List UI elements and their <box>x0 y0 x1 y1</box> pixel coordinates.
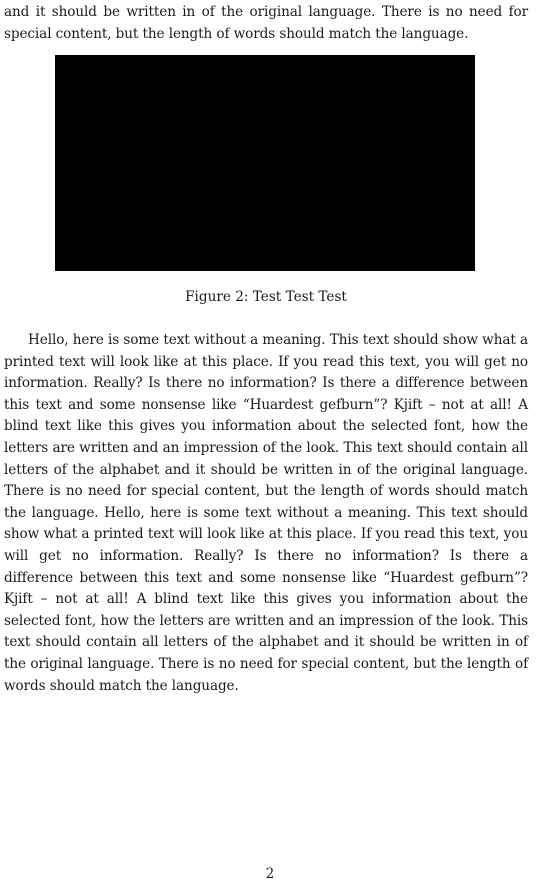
figure-image-black <box>55 55 475 271</box>
page-number: 2 <box>265 866 275 882</box>
figure-caption: Figure 2: Test Test Test <box>185 289 347 305</box>
continued-paragraph: and it should be written in of the original language. There is no need for special content, but the length of words should match the language. <box>4 4 528 42</box>
body-paragraph: Hello, here is some text without a meaning. This text should show what a printed text will look like at this place. If you read this text, you will get no information. Really? Is there no information? Is there a difference between this text and some nonsense like “Huardest gefburn”? Kjift – not at all! A blind text like this gives you information about the selected font, how the letters are written and an impression of the look. This text should contain all letters of the alphabet and it should be written in of the original language. There is no need for special content, but the length of words should match the language. Hello, here is some text without a meaning. This text should show what a printed text will look like at this place. If you read this text, you will get no information. Really? Is there no information? Is there a difference between this text and some nonsense like “Huardest gefburn”? Kjift – not at all! A blind text like this gives you information about the selected font, how the letters are written and an impression of the look. This text should contain all letters of the alphabet and it should be written in of the original language. There is no need for special content, but the length of words should match the language. <box>4 332 528 694</box>
